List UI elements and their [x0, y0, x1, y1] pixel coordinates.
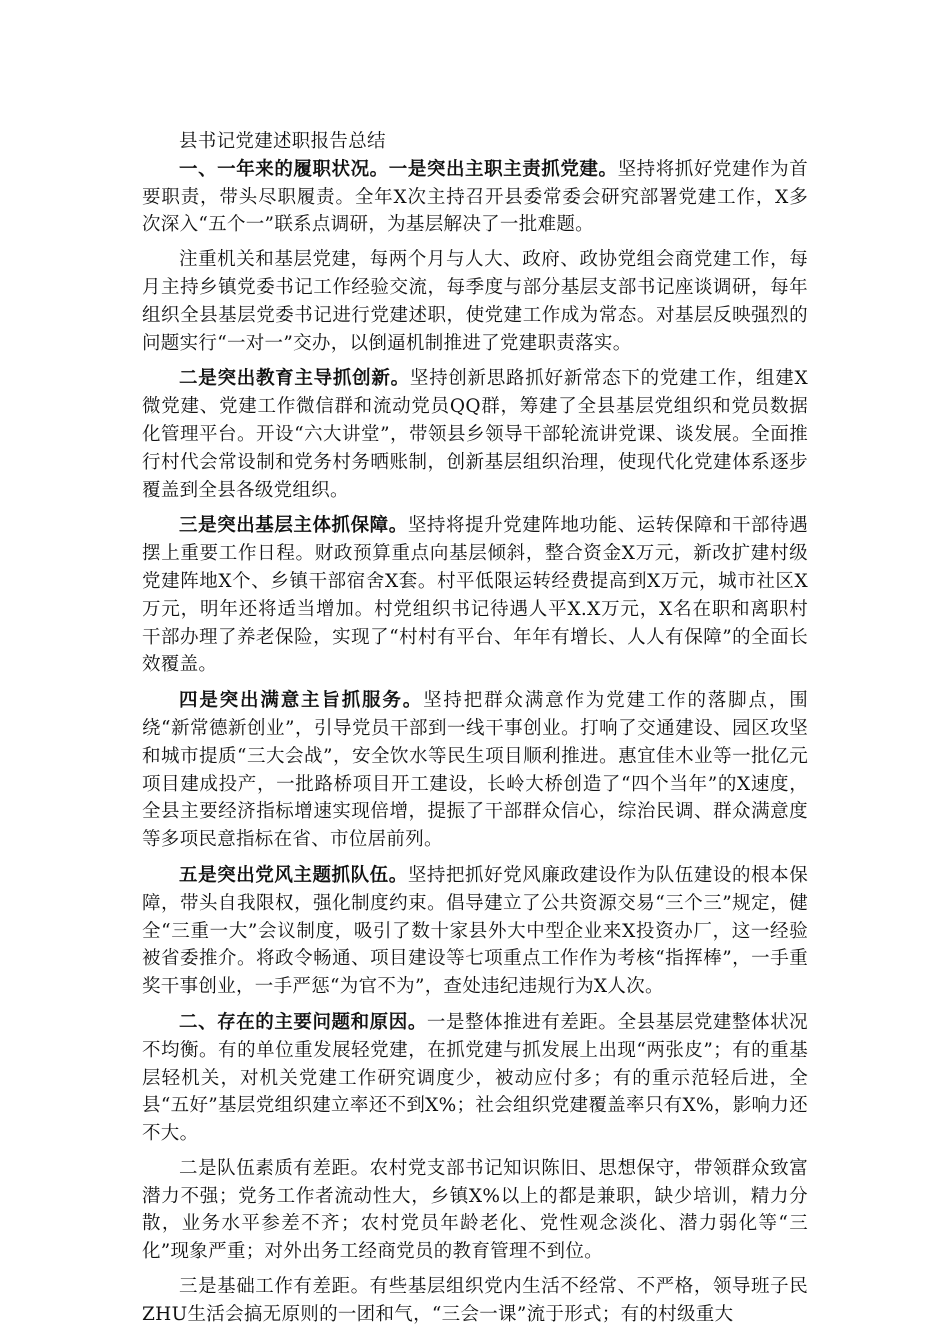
paragraph-5-lead: 四是突出满意主旨抓服务。	[179, 690, 424, 712]
paragraph-7	[142, 1009, 808, 1148]
paragraph-5-body: 坚持把群众满意作为党建工作的落脚点，围绕“新常德新创业”，引导党员干部到一线干事创业。打响了交通建设、园区攻坚和城市提质“三大会战”，安全饮水等民生项目顺利推进。惠宜佳木业等一批亿元项目建成投产，一批路桥项目开工建设，长岭大桥创造了“四个当年”的X速度，全县主要经济指标增速实现倍增，提振了干部群众信心，综治民调、群众满意度等多项民意指标在省、市位居前列。	[142, 690, 808, 851]
paragraph-4-body: 坚持将提升党建阵地功能、运转保障和干部待遇摆上重要工作日程。财政预算重点向基层倾斜，整合资金X万元，新改扩建村级党建阵地X个、乡镇干部宿舍X套。村平低限运转经费提高到X万元，城市社区X万元，明年还将适当增加。村党组织书记待遇人平X.X万元，X名在职和离职村干部办理了养老保险，实现了“村村有平台、年年有增长、人人有保障”的全面长效覆盖。	[142, 515, 808, 676]
paragraph-1	[142, 156, 808, 239]
paragraph-9	[142, 1273, 808, 1329]
paragraph-6	[142, 862, 808, 1001]
paragraph-7-body: 一是整体推进有差距。全县基层党建整体状况不均衡。有的单位重发展轻党建，在抓党建与抓发展上出现“两张皮”；有的重基层轻机关，对机关党建工作研究调度少，被动应付多；有的重示范轻后进，全县“五好”基层党组织建立率还不到X%；社会组织党建覆盖率只有X%，影响力还不大。	[142, 1011, 808, 1145]
paragraph-4-lead: 三是突出基层主体抓保障。	[179, 515, 408, 537]
paragraph-6-lead: 五是突出党风主题抓队伍。	[179, 864, 408, 886]
paragraph-3	[142, 365, 808, 504]
document-page	[142, 128, 808, 1329]
paragraph-2-body: 注重机关和基层党建，每两个月与人大、政府、政协党组会商党建工作，每月主持乡镇党委书记工作经验交流，每季度与部分基层支部书记座谈调研，每年组织全县基层党委书记进行党建述职，使党建工作成为常态。对基层反映强烈的问题实行“一对一”交办，以倒逼机制推进了党建职责落实。	[142, 249, 808, 354]
paragraph-1-lead: 一、一年来的履职状况。一是突出主职主责抓党建。	[179, 158, 618, 180]
document-title: 县书记党建述职报告总结	[179, 131, 386, 152]
paragraph-8	[142, 1155, 808, 1266]
paragraph-9-body: 三是基础工作有差距。有些基层组织党内生活不经常、不严格，领导班子民ZHU生活会搞无原则的一团和气，“三会一课”流于形式；有的村级重大	[142, 1276, 808, 1325]
paragraph-8-body: 二是队伍素质有差距。农村党支部书记知识陈旧、思想保守，带领群众致富潜力不强；党务工作者流动性大，乡镇X%以上的都是兼职，缺少培训，精力分散，业务水平参差不齐；农村党员年龄老化、党性观念淡化、潜力弱化等“三化”现象严重；对外出务工经商党员的教育管理不到位。	[142, 1157, 808, 1263]
paragraph-6-body: 坚持把抓好党风廉政建设作为队伍建设的根本保障，带头自我限权，强化制度约束。倡导建立了公共资源交易“三个三”规定，健全“三重一大”会议制度，吸引了数十家县外大中型企业来X投资办厂，这一经验被省委推介。将政令畅通、项目建设等七项重点工作作为考核“指挥棒”，一手重奖干事创业，一手严惩“为官不为”，查处违纪违规行为X人次。	[142, 864, 808, 998]
paragraph-7-lead: 二、存在的主要问题和原因。	[179, 1011, 427, 1033]
paragraph-4	[142, 512, 808, 679]
paragraph-1-body: 坚持将抓好党建作为首要职责，带头尽职履责。全年X次主持召开县委常委会研究部署党建工作，X多次深入“五个一”联系点调研，为基层解决了一批难题。	[142, 158, 808, 236]
paragraph-3-body: 坚持创新思路抓好新常态下的党建工作，组建X微党建、党建工作微信群和流动党员QQ群，筹建了全县基层党组织和党员数据化管理平台。开设“六大讲堂”，带领县乡领导干部轮流讲党课、谈发展。全面推行村代会常设制和党务村务晒账制，创新基层组织治理，使现代化党建体系逐步覆盖到全县各级党组织。	[142, 368, 808, 501]
paragraph-5	[142, 687, 808, 854]
paragraph-2	[142, 246, 808, 357]
paragraph-3-lead: 二是突出教育主导抓创新。	[179, 368, 410, 390]
